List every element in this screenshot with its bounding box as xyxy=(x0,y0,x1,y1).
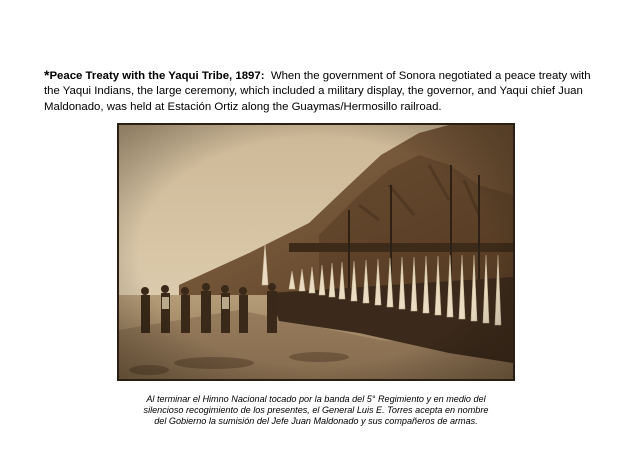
intro-paragraph xyxy=(44,68,592,115)
caption-line-3: del Gobierno la sumisión del Jefe Juan Maldonado y sus compañeros de armas. xyxy=(154,416,478,427)
intro-title: Peace Treaty with the Yaqui Tribe, 1897: xyxy=(49,70,265,82)
photo-scene xyxy=(119,125,513,379)
caption-line-1: Al terminar el Himno Nacional tocado por la banda del 5° Regimiento y en medio del xyxy=(146,394,486,404)
caption-line-2: silencioso recogimiento de los presentes, el General Luis E. Torres acepta en nombre xyxy=(143,405,489,416)
footnote-marker: * xyxy=(44,67,50,83)
photo-caption xyxy=(117,394,515,428)
intro-body: When the government of Sonora negotiated a peace treaty with the Yaqui Indians, the large ceremony, which included a military display, the governor, and Yaqui chief Juan Maldonado, was held at Estación Ortiz along the Guaymas/Hermosillo railroad. xyxy=(44,70,591,113)
historic-photo xyxy=(117,123,515,381)
